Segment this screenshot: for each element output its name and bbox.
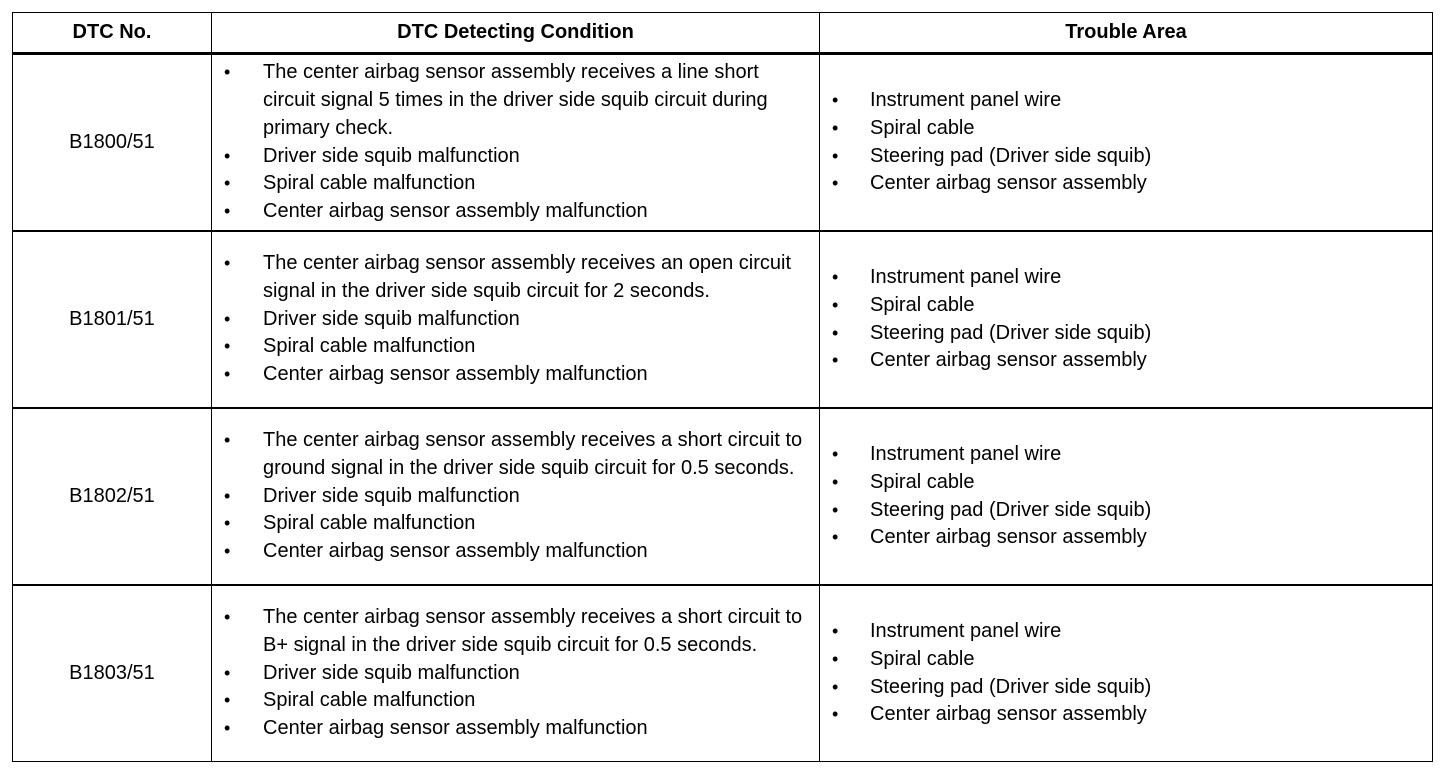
- trouble-area-item: [820, 497, 1432, 525]
- bullet-icon: •: [832, 266, 839, 287]
- table-body: [13, 54, 1433, 762]
- bullet-icon: •: [832, 471, 839, 492]
- condition-text: The center airbag sensor assembly receives a short circuit to ground signal in the driver side squib circuit for 0.5 seconds.: [263, 429, 803, 479]
- trouble-area-cell: [820, 231, 1433, 408]
- condition-text: Driver side squib malfunction: [263, 661, 520, 684]
- condition-item: [212, 538, 819, 566]
- bullet-icon: •: [224, 336, 231, 357]
- dtc-code-cell: B1800/51: [13, 54, 212, 232]
- trouble-area-cell: [820, 585, 1433, 762]
- condition-text: Center airbag sensor assembly malfunction: [263, 363, 648, 386]
- condition-item: [212, 510, 819, 538]
- bullet-icon: •: [832, 294, 839, 315]
- trouble-area-text: Steering pad (Driver side squib): [870, 144, 1152, 167]
- bullet-icon: •: [832, 145, 839, 166]
- dtc-code-cell: B1802/51: [13, 408, 212, 585]
- trouble-area-item: [820, 87, 1432, 115]
- dtc-table: [12, 12, 1433, 762]
- bullet-icon: •: [832, 676, 839, 697]
- bullet-icon: •: [224, 662, 231, 683]
- trouble-area-text: Center airbag sensor assembly: [870, 526, 1147, 549]
- condition-text: Spiral cable malfunction: [263, 172, 476, 195]
- condition-item: [212, 198, 819, 226]
- bullet-icon: •: [224, 430, 231, 450]
- bullet-icon: •: [832, 499, 839, 520]
- trouble-area-item: [820, 618, 1432, 646]
- header-dtc-no: DTC No.: [13, 13, 212, 54]
- bullet-icon: •: [832, 648, 839, 669]
- trouble-area-item: [820, 320, 1432, 348]
- trouble-area-item: [820, 170, 1432, 198]
- header-row: [13, 13, 1433, 54]
- bullet-icon: •: [832, 173, 839, 194]
- condition-item: [212, 715, 819, 743]
- condition-text: The center airbag sensor assembly receives an open circuit signal in the driver side squib circuit for 2 seconds.: [263, 252, 792, 302]
- trouble-area-text: Center airbag sensor assembly: [870, 703, 1147, 726]
- condition-item: [212, 687, 819, 715]
- bullet-icon: •: [224, 690, 231, 711]
- trouble-area-text: Instrument panel wire: [870, 442, 1062, 465]
- bullet-icon: •: [224, 607, 231, 627]
- bullet-icon: •: [832, 443, 839, 464]
- bullet-icon: •: [224, 173, 231, 194]
- condition-text: Center airbag sensor assembly malfunction: [263, 717, 648, 740]
- condition-text: Spiral cable malfunction: [263, 335, 476, 358]
- trouble-area-text: Spiral cable: [870, 647, 975, 670]
- condition-text: Spiral cable malfunction: [263, 512, 476, 535]
- condition-text: The center airbag sensor assembly receives a line short circuit signal 5 times in the driver side squib circuit during primary check.: [263, 61, 768, 139]
- trouble-area-text: Instrument panel wire: [870, 265, 1062, 288]
- trouble-area-list: [820, 264, 1432, 375]
- trouble-area-text: Spiral cable: [870, 470, 975, 493]
- trouble-area-item: [820, 347, 1432, 375]
- condition-list: [212, 250, 819, 389]
- trouble-area-list: [820, 618, 1432, 729]
- bullet-icon: •: [224, 485, 231, 506]
- table-row: [13, 231, 1433, 408]
- table-row: [13, 408, 1433, 585]
- trouble-area-item: [820, 469, 1432, 497]
- condition-item: [212, 483, 819, 511]
- trouble-area-text: Spiral cable: [870, 293, 975, 316]
- condition-text: The center airbag sensor assembly receives a short circuit to B+ signal in the driver side squib circuit for 0.5 seconds.: [263, 606, 803, 656]
- condition-list: [212, 604, 819, 743]
- dtc-code-cell: B1801/51: [13, 231, 212, 408]
- condition-item: [212, 333, 819, 361]
- bullet-icon: •: [832, 117, 839, 138]
- header-trouble-area: Trouble Area: [820, 13, 1433, 54]
- detecting-condition-cell: [212, 585, 820, 762]
- condition-item: [212, 170, 819, 198]
- detecting-condition-cell: [212, 231, 820, 408]
- bullet-icon: •: [224, 364, 231, 385]
- dtc-code-cell: B1803/51: [13, 585, 212, 762]
- bullet-icon: •: [832, 350, 839, 371]
- condition-item: [212, 59, 819, 142]
- condition-item: [212, 361, 819, 389]
- condition-text: Driver side squib malfunction: [263, 307, 520, 330]
- condition-text: Spiral cable malfunction: [263, 689, 476, 712]
- trouble-area-item: [820, 674, 1432, 702]
- trouble-area-text: Steering pad (Driver side squib): [870, 498, 1152, 521]
- condition-item: [212, 427, 819, 483]
- bullet-icon: •: [224, 62, 231, 83]
- trouble-area-text: Steering pad (Driver side squib): [870, 675, 1152, 698]
- trouble-area-cell: [820, 408, 1433, 585]
- bullet-icon: •: [224, 513, 231, 534]
- bullet-icon: •: [224, 541, 231, 562]
- bullet-icon: •: [832, 527, 839, 548]
- trouble-area-list: [820, 441, 1432, 552]
- trouble-area-text: Steering pad (Driver side squib): [870, 321, 1152, 344]
- bullet-icon: •: [832, 89, 839, 110]
- trouble-area-text: Spiral cable: [870, 116, 975, 139]
- trouble-area-item: [820, 292, 1432, 320]
- bullet-icon: •: [832, 322, 839, 343]
- table-row: [13, 585, 1433, 762]
- bullet-icon: •: [224, 145, 231, 166]
- condition-text: Center airbag sensor assembly malfunction: [263, 540, 648, 563]
- condition-item: [212, 250, 819, 306]
- bullet-icon: •: [224, 718, 231, 739]
- trouble-area-item: [820, 115, 1432, 143]
- condition-list: [212, 427, 819, 566]
- bullet-icon: •: [224, 308, 231, 329]
- condition-list: [212, 59, 819, 226]
- trouble-area-text: Instrument panel wire: [870, 88, 1062, 111]
- condition-item: [212, 306, 819, 334]
- header-detecting-condition: DTC Detecting Condition: [212, 13, 820, 54]
- trouble-area-text: Center airbag sensor assembly: [870, 172, 1147, 195]
- trouble-area-item: [820, 441, 1432, 469]
- trouble-area-item: [820, 524, 1432, 552]
- trouble-area-item: [820, 701, 1432, 729]
- condition-item: [212, 660, 819, 688]
- condition-text: Driver side squib malfunction: [263, 144, 520, 167]
- bullet-icon: •: [832, 620, 839, 641]
- bullet-icon: •: [832, 704, 839, 725]
- trouble-area-list: [820, 87, 1432, 198]
- condition-text: Driver side squib malfunction: [263, 484, 520, 507]
- bullet-icon: •: [224, 253, 231, 273]
- detecting-condition-cell: [212, 54, 820, 232]
- condition-item: [212, 143, 819, 171]
- trouble-area-item: [820, 646, 1432, 674]
- condition-text: Center airbag sensor assembly malfunction: [263, 200, 648, 223]
- trouble-area-cell: [820, 54, 1433, 232]
- detecting-condition-cell: [212, 408, 820, 585]
- condition-item: [212, 604, 819, 660]
- trouble-area-text: Instrument panel wire: [870, 619, 1062, 642]
- trouble-area-item: [820, 143, 1432, 171]
- table-row: [13, 54, 1433, 232]
- trouble-area-item: [820, 264, 1432, 292]
- trouble-area-text: Center airbag sensor assembly: [870, 349, 1147, 372]
- bullet-icon: •: [224, 201, 231, 222]
